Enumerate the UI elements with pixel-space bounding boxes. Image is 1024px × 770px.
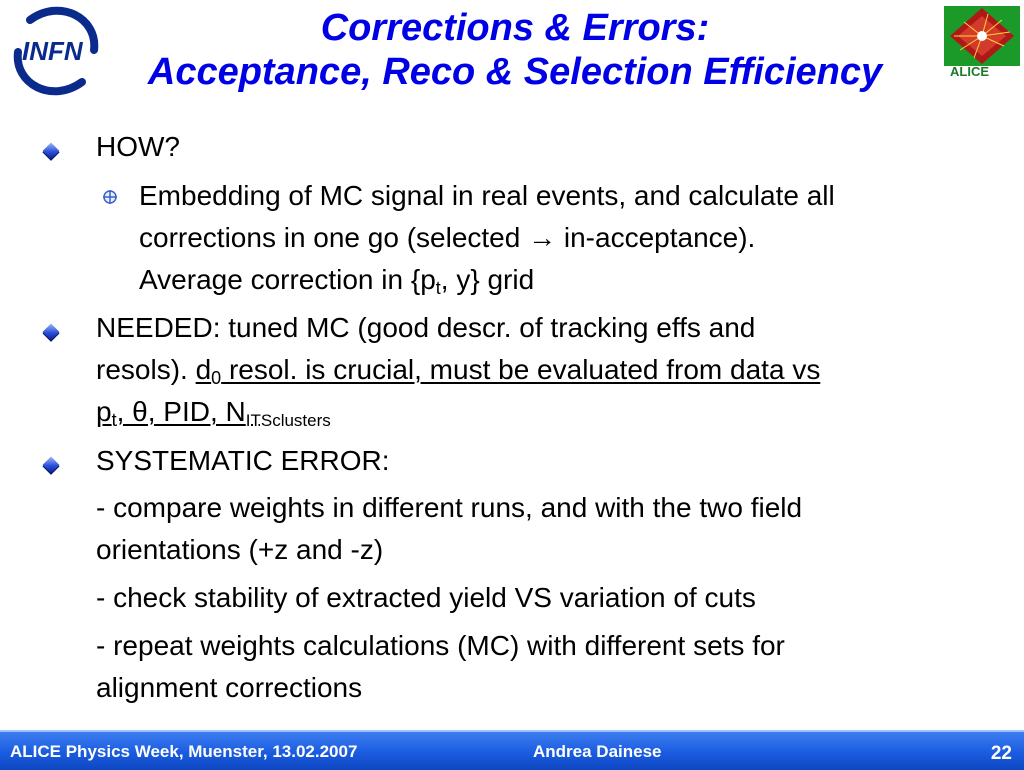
slide-title	[60, 6, 970, 94]
needed-line-3b: , θ, PID, N	[116, 396, 246, 427]
sub-bullet-crosshair-icon	[102, 189, 118, 205]
embedding-line-3-sub: t	[435, 278, 441, 298]
bullet-how: HOW?	[96, 131, 180, 162]
bullet-diamond-icon	[43, 143, 60, 160]
footer-bar	[0, 730, 1024, 770]
needed-n-sub: ITSclusters	[245, 411, 331, 430]
embedding-line-3b: , y} grid	[440, 264, 535, 295]
title-line-2: Acceptance, Reco & Selection Efficiency	[147, 51, 883, 93]
title-line-1: Corrections & Errors:	[320, 7, 710, 49]
needed-line-1: NEEDED: tuned MC (good descr. of tracking effs and	[96, 312, 756, 343]
embedding-line-3a: Average correction in {p	[139, 264, 436, 295]
alice-logo-text: ALICE	[950, 64, 989, 78]
embedding-line-1: Embedding of MC signal in real events, and calculate all	[139, 180, 835, 211]
footer-event: ALICE Physics Week, Muenster, 13.02.2007	[10, 742, 358, 761]
compare-line-1: - compare weights in different runs, and with the two field	[96, 492, 803, 523]
needed-line-2-underlined: resol. is crucial, must be evaluated from data vs	[221, 354, 821, 385]
compare-line-2: orientations (+z and -z)	[96, 534, 384, 565]
needed-p-letter: p	[96, 396, 112, 427]
needed-line-2a: resols).	[96, 354, 196, 385]
needed-line-2	[96, 354, 821, 388]
stability-line: - check stability of extracted yield VS variation of cuts	[96, 582, 756, 613]
needed-line-3-underlined	[96, 396, 331, 430]
needed-d-letter: d	[195, 354, 212, 385]
repeat-line-1: - repeat weights calculations (MC) with different sets for	[96, 630, 785, 661]
infn-logo-text: INFN	[22, 36, 83, 66]
footer-author: Andrea Dainese	[533, 742, 662, 761]
needed-d0-text	[195, 354, 821, 388]
bullet-diamond-icon	[43, 324, 60, 341]
arrow-symbol: →	[528, 222, 557, 253]
page-number: 22	[990, 743, 1012, 764]
bullet-systematic: SYSTEMATIC ERROR:	[96, 445, 390, 476]
bullet-diamond-icon	[43, 457, 60, 474]
needed-line-3	[96, 396, 331, 430]
embedding-line-3	[139, 264, 535, 298]
needed-d-sub: 0	[211, 368, 222, 388]
embedding-line-2a: corrections in one go (selected	[139, 222, 529, 253]
embedding-line-2	[139, 224, 755, 252]
embedding-line-2b: in-acceptance).	[556, 222, 756, 253]
needed-p-sub: t	[111, 410, 117, 430]
repeat-line-2: alignment corrections	[96, 672, 363, 703]
